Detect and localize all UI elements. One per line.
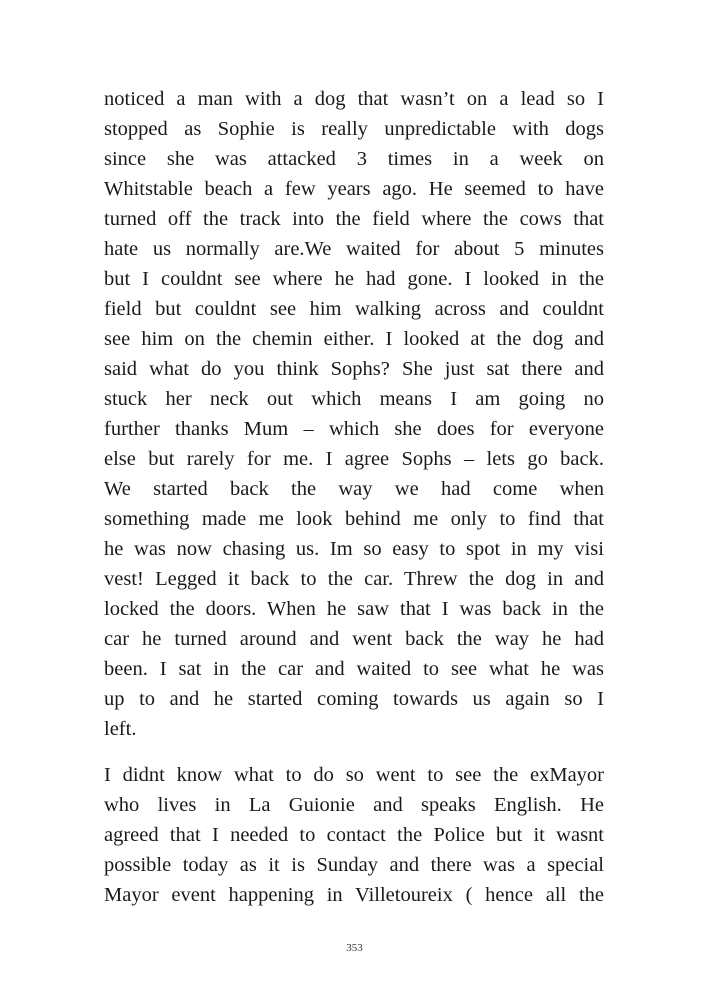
body-text (104, 84, 604, 910)
text-line: since she was attacked 3 times in a week on (104, 148, 604, 170)
text-line: stuck her neck out which means I am going no (104, 388, 604, 410)
text-line: been. I sat in the car and waited to see what he was (104, 658, 604, 680)
text-line: agreed that I needed to contact the Police but it wasnt (104, 824, 604, 846)
text-line: field but couldnt see him walking across and couldnt (104, 298, 604, 320)
text-line: see him on the chemin either. I looked at the dog and (104, 328, 604, 350)
page-number: 353 (346, 942, 363, 954)
text-line: Whitstable beach a few years ago. He seemed to have (104, 178, 604, 200)
text-line: else but rarely for me. I agree Sophs – lets go back. (104, 448, 604, 470)
text-line: I didnt know what to do so went to see the exMayor (104, 764, 604, 786)
text-line: car he turned around and went back the way he had (104, 628, 604, 650)
text-line: up to and he started coming towards us again so I (104, 688, 604, 710)
text-line: stopped as Sophie is really unpredictable with dogs (104, 118, 604, 140)
text-line: left. (104, 718, 137, 740)
text-line: vest! Legged it back to the car. Threw the dog in and (104, 568, 604, 590)
text-line: possible today as it is Sunday and there was a special (104, 854, 604, 876)
text-line: further thanks Mum – which she does for everyone (104, 418, 604, 440)
text-line: locked the doors. When he saw that I was back in the (104, 598, 604, 620)
text-line: Mayor event happening in Villetoureix ( hence all the (104, 884, 604, 906)
text-line: hate us normally are.We waited for about 5 minutes (104, 238, 604, 260)
text-line: but I couldnt see where he had gone. I looked in the (104, 268, 604, 290)
text-line: who lives in La Guionie and speaks English. He (104, 794, 604, 816)
text-line: said what do you think Sophs? She just sat there and (104, 358, 604, 380)
text-line: he was now chasing us. Im so easy to spot in my visi (104, 538, 604, 560)
text-line: turned off the track into the field where the cows that (104, 208, 604, 230)
text-line: We started back the way we had come when (104, 478, 604, 500)
text-line: something made me look behind me only to find that (104, 508, 604, 530)
text-line: noticed a man with a dog that wasn’t on a lead so I (104, 88, 604, 110)
paragraph-1 (104, 84, 604, 744)
paragraph-2 (104, 760, 604, 910)
